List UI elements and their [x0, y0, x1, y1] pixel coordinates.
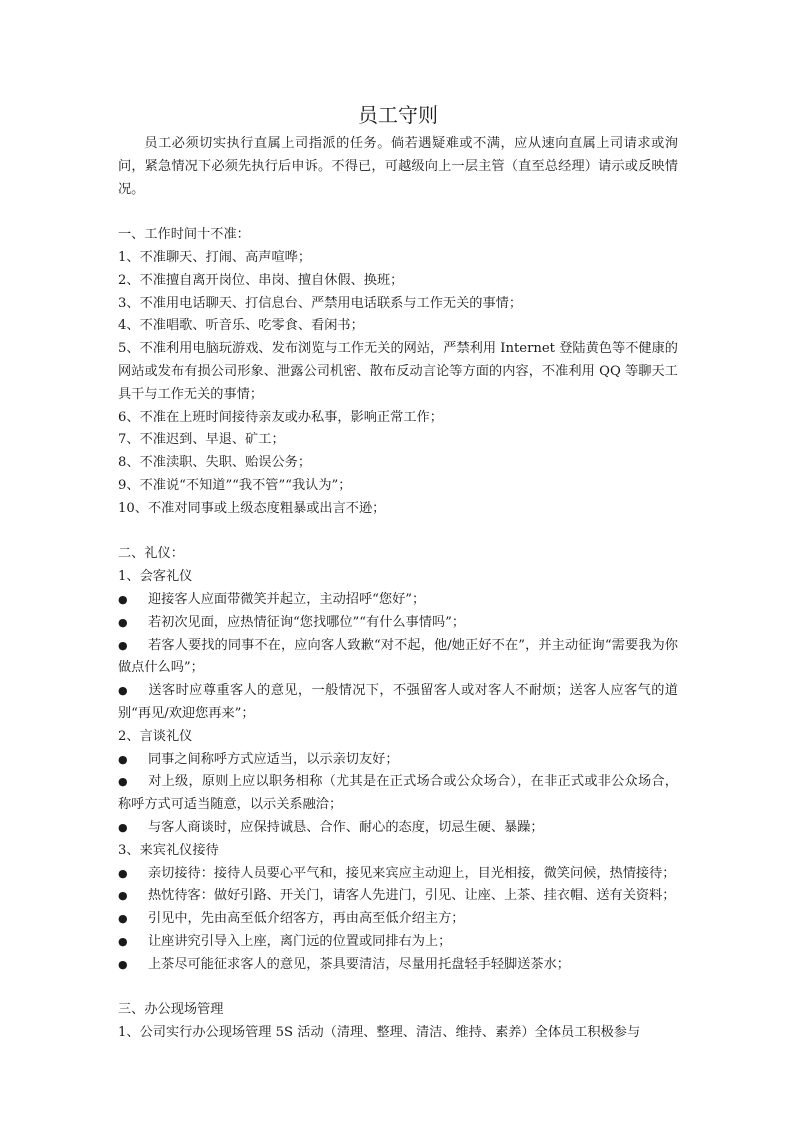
- subsection-heading: 2、言谈礼仪: [118, 728, 193, 744]
- bullet-item: ● 同事之间称呼方式应适当，以示亲切友好；: [118, 749, 678, 772]
- bullet-item: ● 亲切接待：接待人员要心平气和，接见来宾应主动迎上，目光相接，微笑问候，热情接待；: [118, 863, 678, 886]
- spacer: [118, 976, 678, 999]
- rule-item: 1、不准聊天、打闹、高声喧哗；: [118, 249, 312, 265]
- bullet-item: ● 若客人要找的同事不在，应向客人致歉“对不起，他/她正好不在”，并主动征询“需要我为你做点什么吗”；: [118, 635, 678, 681]
- bullet-item: ● 与客人商谈时，应保持诚恳、合作、耐心的态度，切忌生硬、暴躁；: [118, 817, 678, 840]
- rule-item: 4、不准唱歌、听音乐、吃零食、看闲书；: [118, 318, 364, 334]
- bullet-item: ● 若初次见面，应热情征询“您找哪位”“有什么事情吗”；: [118, 612, 678, 635]
- rule-item: 7、不准迟到、早退、矿工；: [118, 432, 285, 448]
- bullet-item: ● 引见中，先由高至低介绍客方，再由高至低介绍主方；: [118, 908, 678, 931]
- document-page: [118, 100, 678, 1045]
- document-title: 员工守则: [358, 103, 438, 127]
- bullet-item: ● 送客时应尊重客人的意见，一般情况下，不强留客人或对客人不耐烦；送客人应客气的道别“再见/欢迎您再来”；: [118, 680, 678, 726]
- rule-item: 9、不准说“不知道”“我不管”“我认为”；: [118, 477, 352, 493]
- section-heading: 三、办公现场管理: [118, 1002, 224, 1018]
- rule-item: 10、不准对同事或上级态度粗暴或出言不逊；: [118, 500, 386, 516]
- bullet-item: ● 让座讲究引导入上座，离门远的位置或同排右为上；: [118, 931, 678, 954]
- rule-item: 2、不准擅自离开岗位、串岗、擅自休假、换班；: [118, 272, 404, 288]
- spacer: [118, 201, 678, 224]
- subsection-heading: 3、来宾礼仪接待: [118, 842, 219, 858]
- rule-item: 6、不准在上班时间接待亲友或办私事，影响正常工作；: [118, 409, 443, 425]
- bullet-item: ● 上茶尽可能征求客人的意见，茶具要清洁，尽量用托盘轻手轻脚送茶水；: [118, 954, 678, 977]
- section-heading: 一、工作时间十不准：: [118, 227, 250, 243]
- rule-item: 1、公司实行办公现场管理 5S 活动（清理、整理、清洁、维持、素养）全体员工积极参与: [118, 1025, 641, 1041]
- bullet-item: ● 对上级，原则上应以职务相称（尤其是在正式场合或公众场合），在非正式或非公众场合，称呼方式可适当随意，以示关系融洽；: [118, 771, 678, 817]
- rule-item: 8、不准渎职、失职、贻误公务；: [118, 455, 312, 471]
- bullet-item: ● 热忱待客：做好引路、开关门，请客人先进门，引见、让座、上茶、挂衣帽、送有关资料；: [118, 885, 678, 908]
- rule-item: 5、不准利用电脑玩游戏、发布浏览与工作无关的网站，严禁利用 Internet 登陆黄色等不健康的网站或发布有损公司形象、泄露公司机密、散布反动言论等方面的内容，不准利用 QQ 等聊天工具干与工作无关的事情；: [118, 341, 678, 402]
- subsection-heading: 1、会客礼仪: [118, 569, 193, 585]
- intro-paragraph: 员工必须切实执行直属上司指派的任务。倘若遇疑难或不满，应从速向直属上司请求或洵问，紧急情况下必须先执行后申诉。不得已，可越级向上一层主管（直至总经理）请示或反映情况。: [118, 136, 678, 197]
- spacer: [118, 521, 678, 544]
- rule-item: 3、不准用电话聊天、打信息台、严禁用电话联系与工作无关的事情；: [118, 295, 523, 311]
- bullet-item: ● 迎接客人应面带微笑并起立，主动招呼“您好”；: [118, 589, 678, 612]
- section-heading: 二、礼仪：: [118, 546, 184, 562]
